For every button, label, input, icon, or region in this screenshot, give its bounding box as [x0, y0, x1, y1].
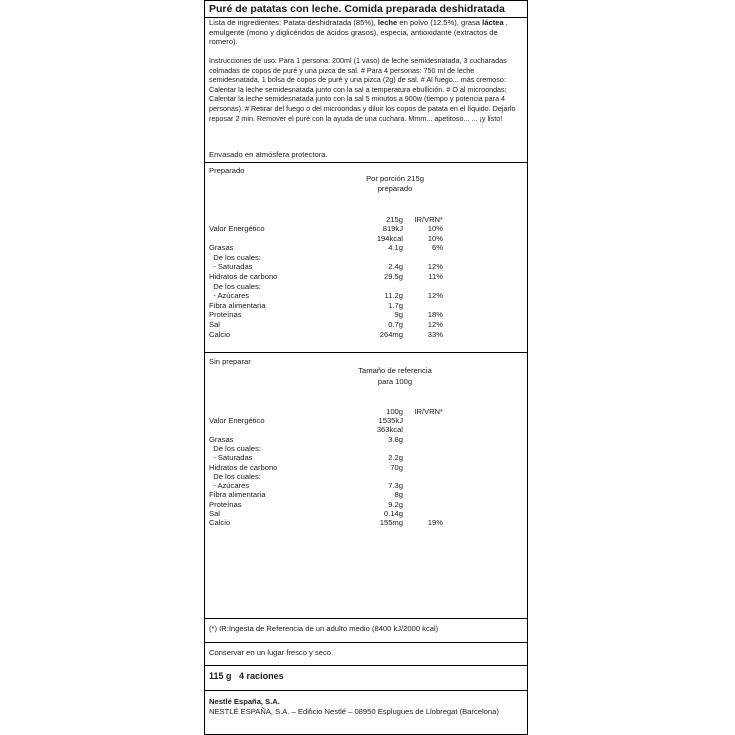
- unprepared-row-value: 3.8g: [388, 434, 403, 444]
- unprepared-row-label: De los cuales:: [209, 471, 261, 481]
- prepared-row-value: 819kJ: [382, 224, 403, 233]
- storage-text: Conservar en un lugar fresco y seco.: [209, 648, 334, 657]
- unprepared-row-label: Calcio: [209, 518, 231, 528]
- unprepared-row-label: - Azúcares: [209, 481, 250, 491]
- prepared-row-label: De los cuales:: [209, 252, 261, 262]
- prepared-row-label: Fibra alimentaria: [209, 300, 266, 310]
- prepared-row-label: Valor Energético: [209, 224, 265, 233]
- unprepared-row-value: 2.2g: [388, 453, 403, 463]
- prepared-row-percent: 10%: [427, 233, 443, 243]
- unprepared-row-label: Proteínas: [209, 499, 242, 509]
- unprepared-row-value: 7.3g: [388, 481, 403, 491]
- prepared-row-label: Hidratos de carbono: [209, 272, 278, 281]
- unprepared-row-percent: 19%: [427, 518, 443, 528]
- prepared-row-label: - Azúcares: [209, 291, 250, 301]
- prepared-row-label: Sal: [209, 320, 220, 329]
- footnote-text: (*) IR:Ingesta de Referencia de un adulto medio (8400 kJ/2000 kcal): [209, 624, 439, 633]
- unprepared-row-label: De los cuales:: [209, 443, 261, 453]
- unprepared-row-value: 8g: [394, 490, 403, 500]
- unprepared-col1-header: 100g: [386, 407, 403, 416]
- prepared-row-percent: 6%: [432, 243, 443, 253]
- top-border: [205, 0, 527, 1]
- unprepared-row-label: Grasas: [209, 434, 234, 444]
- prepared-divider: [205, 162, 527, 163]
- prepared-row-percent: 18%: [427, 310, 443, 320]
- unprepared-row-value: 155mg: [379, 518, 403, 528]
- prepared-col2-header: IR/VRN*: [414, 215, 443, 224]
- unprepared-row-label: Valor Energético: [209, 416, 265, 425]
- unprepared-row-value: 1535kJ: [378, 416, 403, 425]
- prepared-row-percent: 33%: [427, 329, 443, 339]
- company-divider: [205, 690, 527, 691]
- prepared-row-value: 29.5g: [383, 272, 403, 281]
- unprepared-section-label: Sin preparar: [209, 357, 251, 366]
- prepared-row-value: 9g: [394, 310, 403, 320]
- instructions-text: Instrucciones de uso: Para 1 persona: 200ml (1 vaso) de leche semidesnatada, 3 cucharadas colmadas de copos de puré y una pizca de sal. # Para 4 personas: 750 ml de leche semidesnatada, 1 bolsa de copos de puré y una pizca (2g) de sal. # Al fuego... más cremoso: Calentar la leche semidesnatada junto con la sal a temperatura ebullición. # O al microondas: Calentar la leche semidesnatada junto con la sal 5 minutos a 900w (tiempo y potencia para 4 personas). # Retirar del fuego o del microondas y diluir los copos de patata en el líquido. Dejarlo reposar 2 min. Remover el puré con la ayuda de una cuchara. Mmm... apetitoso... ... ¡y listo!: [209, 56, 516, 123]
- prepared-row-value: 11.2g: [384, 291, 403, 301]
- prepared-row-value: 1.7g: [388, 300, 403, 310]
- unprepared-header-line2: para 100g: [377, 377, 413, 386]
- unprepared-divider: [205, 352, 527, 353]
- unprepared-header-line1: Tamaño de referencia: [358, 366, 432, 375]
- unprepared-row-label: - Saturadas: [209, 453, 253, 463]
- unprepared-row-label: Hidratos de carbono: [209, 462, 278, 472]
- net-divider: [205, 665, 527, 666]
- unprepared-row-value: 9.2g: [388, 499, 403, 509]
- unprepared-row-value: 363kcal: [376, 425, 403, 435]
- prepared-row-value: 194kcal: [376, 233, 403, 243]
- prepared-row-value: 4.1g: [388, 243, 403, 253]
- prepared-header-line2: preparado: [377, 184, 413, 193]
- unprepared-col2-header: IR/VRN*: [414, 407, 443, 416]
- footnote-divider: [205, 618, 527, 619]
- company-name: Nestlé España, S.A.: [209, 697, 280, 706]
- packaging-text: Envasado en atmósfera protectora.: [209, 150, 328, 159]
- prepared-section-label: Preparado: [209, 166, 245, 175]
- unprepared-row-value: 70g: [390, 462, 403, 472]
- prepared-row-label: Proteínas: [209, 310, 242, 320]
- prepared-row-percent: 12%: [427, 262, 443, 272]
- prepared-row-percent: 11%: [428, 272, 443, 281]
- prepared-row-value: 264mg: [379, 329, 403, 339]
- unprepared-row-label: Sal: [209, 509, 220, 518]
- net-weight-line: 115 g 4 raciones: [209, 671, 284, 681]
- product-label: [204, 0, 528, 735]
- prepared-row-label: De los cuales:: [209, 281, 261, 291]
- prepared-row-percent: 12%: [427, 320, 443, 329]
- unprepared-row-label: Fibra alimentaria: [209, 490, 266, 500]
- prepared-row-percent: 10%: [427, 224, 443, 233]
- prepared-header-line1: Por porción 215g: [366, 174, 424, 183]
- prepared-row-label: - Saturadas: [209, 262, 253, 272]
- company-address: NESTLÉ ESPAÑA, S.A. – Edificio Nestlé – 08950 Esplugues de Llobregat (Barcelona): [209, 707, 499, 716]
- prepared-row-value: 2.4g: [388, 262, 403, 272]
- prepared-col1-header: 215g: [386, 215, 403, 224]
- prepared-row-label: Calcio: [209, 329, 231, 339]
- prepared-row-label: Grasas: [209, 243, 234, 253]
- storage-divider: [205, 642, 527, 643]
- unprepared-row-value: 0.14g: [383, 509, 403, 518]
- prepared-row-percent: 12%: [427, 291, 443, 301]
- ingredients-text: Lista de ingredientes: Patata deshidratada (85%), leche en polvo (12.5%), grasa láctea , emulgente (mono y diglicéridos de ácidos grasos), especia, antioxidante (extractos de romero).: [209, 18, 508, 47]
- product-title: Puré de patatas con leche. Comida preparada deshidratada: [209, 3, 505, 15]
- prepared-row-value: 0.7g: [388, 320, 403, 329]
